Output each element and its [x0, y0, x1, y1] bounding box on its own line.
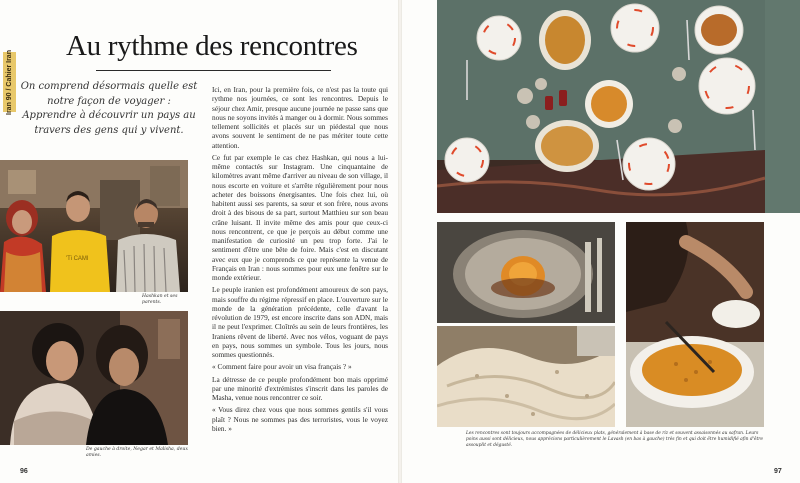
photo-lavash-bread	[437, 326, 615, 427]
paragraph: « Comment faire pour avoir un visa français ? »	[212, 362, 352, 372]
photo-family-illustration	[0, 160, 188, 292]
section-tab	[3, 49, 16, 115]
paragraph: Ici, en Iran, pour la première fois, ce n'est pas la toute qui rythme nos journées, ce sont les rencontres. Depuis le séjour chez Amir, presque aucune journée ne passe sans que nous ne soyons invités à manger ou à dormir. Nous sommes tellement sollicités et placés sur un piédestal que nous avons souvent le sentiment de ne pas mériter toute cette attention.	[212, 85, 388, 150]
caption-family: Hashkan et ses parents.	[142, 294, 178, 305]
photo-friends-illustration	[0, 311, 188, 445]
photo-dinner-table-illustration	[437, 0, 765, 213]
paragraph: La détresse de ce peuple profondément bon mais opprimé par une minorité d'extrémistes s'inscrit dans les paroles de Masha, venue nous rencontrer ce soir.	[212, 374, 388, 402]
photo-dinner-table	[437, 0, 800, 213]
paragraph: Ce fut par exemple le cas chez Hashkan, qui nous a lui-même contactés sur Instagram. Une cinquantaine de kilomètres avant même d'arriver au niveau de son village, il nous escorte en voiture et s'arrête régulièrement pour nous acheter des boissons énergisantes. Une fois chez lui, où habitent aussi ses parents, sa sœur et son frère, nous avons droit à des bisous de sa part, surtout Matthieu sur son beau crâne luisant. Il invite même des amis pour que ceux-ci nous rencontrent, ce que je perçois au début comme une manifestation de curiosité un peu trop forte. J'ai le sentiment d'être une bête de foire. Mais c'est en discutant avec eux que je comprends ce que représente la venue de Français en Iran : nous sommes pour eux une fenêtre sur le monde extérieur.	[212, 152, 388, 282]
paragraph: « Vous direz chez vous que nous sommes gentils s'il vous plaît ? Nous ne sommes pas des terroristes, vous le voyez bien. »	[212, 405, 388, 433]
photo-lavash-bread-illustration	[437, 326, 615, 427]
title-underline	[96, 70, 331, 71]
photo-saffron-rice	[437, 222, 615, 323]
page-number-left: 96	[20, 468, 28, 475]
section-tab-label: Iran 90 / Cahier Iran	[6, 49, 14, 115]
caption-friends: De gauche à droite, Negar et Malisha, deux amies.	[86, 447, 188, 458]
photo-saffron-rice-illustration	[437, 222, 615, 323]
caption-food: Les rencontres sont toujours accompagnées de délicieux plats, généralement à base de riz et souvent assaisonnés au safran. Leurs poins aussi sont délicieux, nous apprécions particulièrement le Lavash (en bas à gauche) très fin et qui doit être humidifié afin d'être assouplit et dégusté.	[466, 431, 763, 448]
photo-family	[0, 160, 188, 292]
pull-quote: On comprend désormais quelle est notre façon de voyager : Apprendre à découvrir un pays au travers des gens qui y vivent.	[20, 81, 198, 136]
photo-soup-serving-illustration	[626, 222, 764, 427]
right-page	[402, 0, 800, 483]
page-number-right: 97	[774, 468, 782, 475]
paragraph: Le peuple iranien est profondément amoureux de son pays, mais souffre du régime répressif en place. L'ouverture sur le monde de la génération précédente, celle d'avant la révolution de 1979, est encore inscrite dans son ADN, mais il ne peut l'exprimer. Cloîtrés au sein de leurs frontières, les Iraniens rêvent de liberté. Avec nos vélos, voguant de pays en pays, nous sommes un symbole. Tous les jours, nous sommes questionnés.	[212, 285, 388, 359]
photo-soup-serving	[626, 222, 764, 427]
left-page	[0, 0, 398, 483]
photo-friends	[0, 311, 188, 445]
page-title: Au rythme des rencontres	[66, 30, 358, 62]
svg-text:'Ti CAMI: 'Ti CAMI	[66, 256, 89, 262]
article-body	[212, 85, 388, 436]
